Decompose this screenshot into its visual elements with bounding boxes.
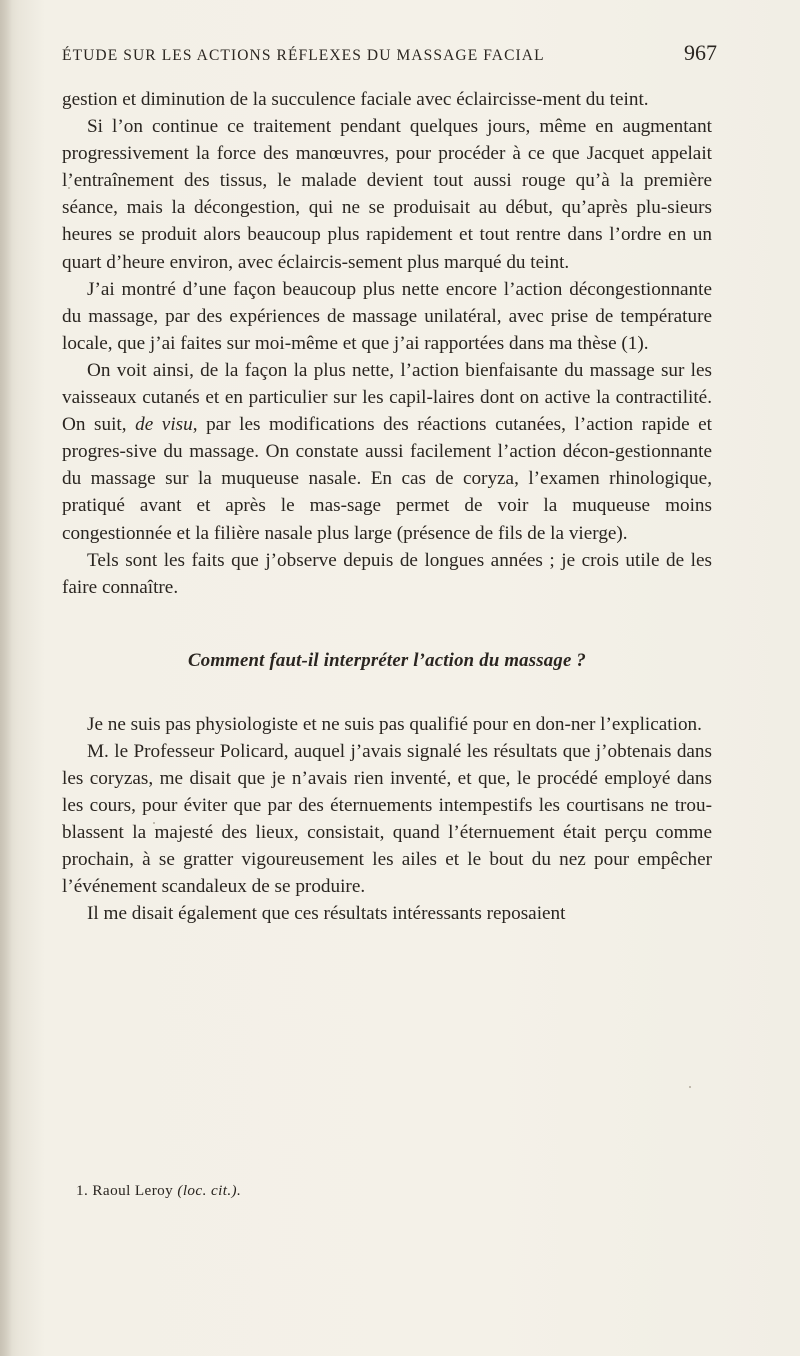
paragraph-physiologist: Je ne suis pas physiologiste et ne suis pas qualifié pour en don-ner l’explication.	[87, 713, 702, 735]
binding-shadow	[0, 0, 12, 1356]
paragraph-continuation: gestion et diminution de la succulence faciale avec éclaircisse-ment du teint.	[62, 89, 649, 110]
paragraph-capillaries-end: , par les modifications des réactions cutanées, l’action rapide et progres-sive du massage. On constate aussi facilement l’action décon-gestionnante du massage sur la muqueuse nasale. En cas de coryza, l’examen rhinologique, pratiqué avant et après le mas-sage permet de voir la muqueuse moins congestionnée et la filière nasale plus large (présence de fils de la vierge).	[62, 414, 712, 544]
section-heading: Comment faut-il interpréter l’action du massage ?	[188, 649, 586, 671]
page-number: 967	[684, 40, 717, 65]
paragraph-conclusion: Tels sont les faits que j’observe depuis de longues années ; je crois utile de les faire connaître.	[62, 549, 712, 598]
running-header	[62, 40, 717, 74]
paragraph-capillaries-start: On voit ainsi, de la façon la plus nette, l’action bienfaisante du massage sur les vaisseaux cutanés et en particulier sur les capil-laires dont on active la contractilité. On suit,	[62, 359, 712, 436]
footnote-author: Raoul Leroy	[92, 1182, 174, 1199]
footnote-citation: (loc. cit.).	[177, 1182, 242, 1199]
paragraph-experiment: J’ai montré d’une façon beaucoup plus nette encore l’action décongestionnante du massage, par des expériences de massage unilatéral, avec prise de température locale, que j’ai faites sur moi-même et que j’ai rapportées dans ma thèse (1).	[62, 278, 712, 354]
de-visu-emphasis: de visu	[135, 414, 193, 436]
page-body	[62, 86, 712, 928]
footnote	[76, 1180, 676, 1202]
paragraph-treatment: Si l’on continue ce traitement pendant quelques jours, même en augmentant progressivement la force des manœuvres, pour procéder à ce que Jacquet appelait l’entraînement des tissus, le malade devient tout aussi rouge qu’à la première séance, mais la décongestion, qui ne se produisait au début, qu’après plu-sieurs heures se produit alors beaucoup plus rapidement et tout rentre dans l’ordre en un quart d’heure environ, avec éclaircis-sement plus marqué du teint.	[62, 116, 712, 273]
paragraph-policard: M. le Professeur Policard, auquel j’avais signalé les résultats que j’obtenais dans les coryzas, me disait que je n’avais rien inventé, et que, le procédé employé dans les cours, pour éviter que par des éternuements intempestifs les courtisans ne trou-blassent la majesté des lieux, consistait, quand l’éternuement était perçu comme prochain, à se gratter vigoureusement les ailes et le bout du nez pour empêcher l’événement scandaleux de se produire.	[62, 740, 712, 898]
running-title: ÉTUDE SUR LES ACTIONS RÉFLEXES DU MASSAGE FACIAL	[62, 47, 545, 64]
paper-speck	[689, 1086, 691, 1088]
paragraph-capillaries	[62, 357, 712, 547]
paragraph-results: Il me disait également que ces résultats intéressants reposaient	[87, 903, 566, 925]
footnote-number: 1.	[76, 1182, 89, 1199]
